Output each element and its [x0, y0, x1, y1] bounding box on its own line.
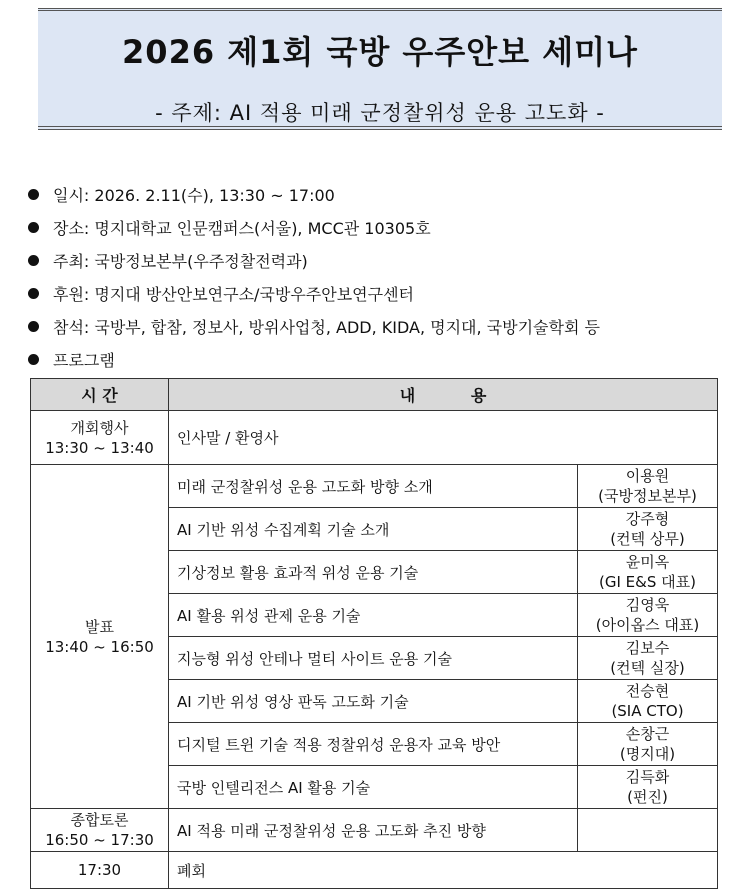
header-content: 내 용 — [169, 379, 718, 411]
bullet-icon — [28, 321, 39, 332]
seminar-title: 2026 제1회 국방 우주안보 세미나 — [122, 33, 638, 71]
talk-speaker: 윤미옥 (GI E&S 대표) — [578, 551, 718, 594]
talk-speaker: 손창근 (명지대) — [578, 723, 718, 766]
discussion-speaker-empty — [578, 809, 718, 852]
table-row-closing — [31, 852, 718, 889]
opening-content: 인사말 / 환영사 — [169, 411, 718, 465]
header-time: 시 간 — [31, 379, 169, 411]
presentation-time-cell: 발표 13:40 ~ 16:50 — [31, 465, 169, 809]
table-row-talk — [31, 465, 718, 508]
info-item-attendees: 참석: 국방부, 합참, 정보사, 방위사업청, ADD, KIDA, 명지대, 국방기술학회 등 — [24, 310, 600, 343]
talk-speaker: 이용원 (국방정보본부) — [578, 465, 718, 508]
talk-title: AI 기반 위성 수집계획 기술 소개 — [169, 508, 578, 551]
talk-speaker: 김보수 (컨텍 실장) — [578, 637, 718, 680]
table-header — [31, 379, 718, 411]
talk-title: AI 기반 위성 영상 판독 고도화 기술 — [169, 680, 578, 723]
info-item-date: 일시: 2026. 2.11(수), 13:30 ~ 17:00 — [24, 178, 600, 211]
info-item-sponsor: 후원: 명지대 방산안보연구소/국방우주안보연구센터 — [24, 277, 600, 310]
bullet-icon — [28, 222, 39, 233]
closing-time: 17:30 — [31, 852, 169, 889]
closing-content: 폐회 — [169, 852, 718, 889]
talk-speaker: 김영욱 (아이옵스 대표) — [578, 594, 718, 637]
talk-title: 디지털 트윈 기술 적용 정찰위성 운용자 교육 방안 — [169, 723, 578, 766]
discussion-time-cell: 종합토론 16:50 ~ 17:30 — [31, 809, 169, 852]
talk-title: 국방 인텔리전스 AI 활용 기술 — [169, 766, 578, 809]
title-banner — [38, 8, 722, 130]
talk-title: AI 활용 위성 관제 운용 기술 — [169, 594, 578, 637]
discussion-content: AI 적용 미래 군정찰위성 운용 고도화 추진 방향 — [169, 809, 578, 852]
talk-title: 지능형 위성 안테나 멀티 사이트 운용 기술 — [169, 637, 578, 680]
info-item-host: 주최: 국방정보본부(우주정찰전력과) — [24, 244, 600, 277]
bullet-icon — [28, 354, 39, 365]
bullet-icon — [28, 255, 39, 266]
info-item-place: 장소: 명지대학교 인문캠퍼스(서울), MCC관 10305호 — [24, 211, 600, 244]
table-row-opening — [31, 411, 718, 465]
bullet-icon — [28, 189, 39, 200]
table-row-discussion — [31, 809, 718, 852]
talk-title: 기상정보 활용 효과적 위성 운용 기술 — [169, 551, 578, 594]
seminar-subtitle: - 주제: AI 적용 미래 군정찰위성 운용 고도화 - — [155, 101, 605, 125]
program-table — [30, 378, 718, 889]
talk-title: 미래 군정찰위성 운용 고도화 방향 소개 — [169, 465, 578, 508]
opening-time-cell: 개회행사 13:30 ~ 13:40 — [31, 411, 169, 465]
info-list — [24, 178, 600, 376]
talk-speaker: 김득화 (펀진) — [578, 766, 718, 809]
talk-speaker: 전승현 (SIA CTO) — [578, 680, 718, 723]
info-item-program: 프로그램 — [24, 343, 600, 376]
talk-speaker: 강주형 (컨텍 상무) — [578, 508, 718, 551]
bullet-icon — [28, 288, 39, 299]
